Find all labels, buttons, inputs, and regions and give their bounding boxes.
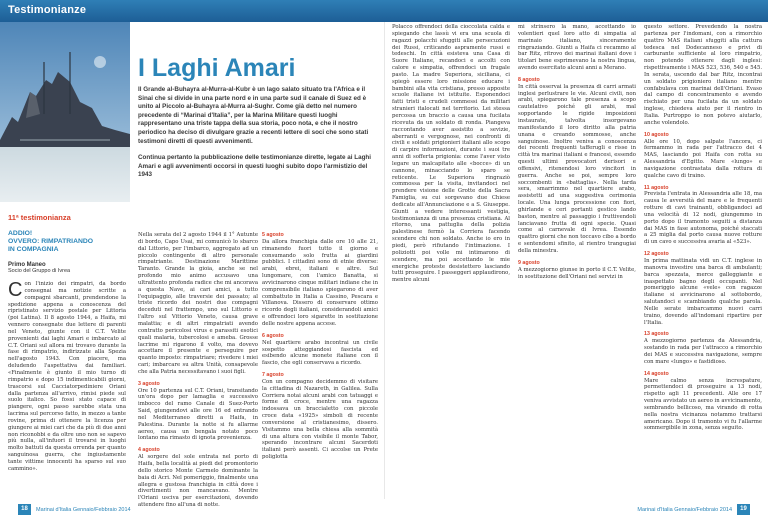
section-title-line-1: ADDIO! (8, 230, 33, 237)
page-footer (0, 499, 768, 521)
date-entry-text: Con un compagno decidemmo di visitare la cittadina di Nazareth, in Galilea. Sulla Corriera notai alcuni arabi con tatuaggi e forme di croce, mentre una ragazza indossava un braccialetto con piccole croce data «1925» simboli di recente conversione al cristianesimo, dissero. Visitammo una bella chiesa alla sommità di una altura con visibile il monte Tabor, sperando incontrare alcuni Sacerdoti italiani però assenti. Ci accolse un Prete poliglotta (262, 378, 378, 461)
section-header (0, 0, 768, 22)
date-entry-text: A mezzogiorno partenza da Alessandria, sostando in rada per l'attracco a rimorchio dei MAS e successiva navigazione, sempre con mare «lungo» e fastidioso. (644, 338, 762, 365)
date-heading: 11 agosto (644, 184, 669, 191)
date-entry-text: Ore 10 partenza sul C.T. Oriani, transitando un'ora dopo per lamaglia e successivo imbocco del ramo Canale di Suez-Porto Said, giungendovi alle ore 16 ed entrando nel Mediterraneo diretti a Haifa, in Palestina. Durante la notte si fu allarme aereo, causa un bengala notato poco lontano ma rimasto di ignota provenienza. (138, 387, 258, 442)
column-4-text: Polacco offrendoci della cioccolata calda e spiegando che lassù vi era una scuola di ragazzi polacchi sfuggiti alle persecuzioni dei Russi, criticando aspramente russi e tedeschi. In città esisteva una Casa di Suore Italiane, recandoci e accolti con calore e simpatia, offrendoci un frugale pasto. La madre Superiora, siciliana, ci spiegò essere loro missione educare i bambini alla vita cristiana, presso apposite scuole italiane ivi istituite. Esponendoci fatti tristi e crudeli commessi da militari stranieri italocati nel territorio. Lei stessa percossa un braccio a causa una fucilata ricevuta da un soldato di ronda. Piangeva raccontando aver assistito a sevizie, aberranti e vergognose, nei confronti di civili e soldati prigionieri italiani allo scopo di carpire informazioni, durante i suoi tre anni di sofferta prigionia: come l'aver visto legare un malcapitato alle «bocce» di un cannone, minacciando lo sparo se reticente. Le Superiora ringraziò commossa per la visita, invitandoci nel prendere visione delle Grotte della Sacra Famiglia, su cui sorgevano due Chiese dedicate all'Annunciazione e a S. Giuseppe. Giunti a vedere interessanti vestigia, testimonianza di una presenza cristiana. Al ritorno, una pattuglia della polizia palestinese fermò la Corriera facendo scendere chi non soldato. Anche io ero in piedi, però rifiutando l'intimazione. I poliziotti poi volle mi intimarono di scendere, ma poi accettando le mie energiche proteste desistettero lasciando tutti proseguire. I passeggeri applaudirono, mentre alcuni (392, 24, 510, 284)
date-entry-text: A mezzogiorno giunse in porto il C.T. Velite, in sostituzione dell'Oriani nel servizi in (518, 266, 636, 280)
article-lead (138, 86, 378, 188)
date-entry-text: Da allora franchigia dalle ore 10 alle 21, rimanendo fuori tutto il giorno e consumando solo frutta ai giardini pubblici. I cittadini sono di etnie diverse: arabi, ebrei, italiani e altre. Sul lungomare, con l'amico Banatta, si avvicinarono cinque militari indiane che in comprensibile italiano spiegarono di aver combattuto in Italia a Cassino, Pescara e Villanova. Dissero di conservare ottimo ricordo degli italiani, considerandoli amici e offrendoci loro sigarette in sostituzione delle nostre appena accese. (262, 238, 378, 327)
date-heading: 13 agosto (644, 331, 669, 338)
date-heading: 6 agosto (262, 332, 284, 339)
date-entry-text: In prima mattinata vidi un C.T. inglese in manovra investire una barca di ambulanti; barca spezzata, merce galleggiante e inaspettato bagno degli occupanti. Nel pomeriggio alcune «vele» con ragazze italiane si avvicinarono al sottobordo, salutandoci e scambiando qualche parola. Nelle serate imbarcammo nuovi carri traino, dovendo all'indomani ripartire per l'Italia. (644, 258, 762, 326)
date-heading: 12 agosto (644, 251, 669, 258)
column-1-text: on l'inizio dei rimpatri, da bordo consegnai ma notizie scritte a compagni sbarcanti, prendendone la spedizione appena a conoscenza del ripristinato servizio postale per Littoria (poi Latina). Il 8 agosto 1944, a Haifa, mi vennero consegnate due lettere di parenti nel Veneto, giunte con il C.T. Velite provenienti dai laghi Amari e imbarcato al C.T. Oriani sul allora mi trovavo durante la fase di rimpatrio, indirizzate alla Spezia nell'agosto 1943. Con piacere, ma deludendo l'aspettativa dai familiari. «Finalmente è giunto il mio turno di rimpatrio e dopo 15 indimenticabili giorni, trascorsi sul Cacciatorpediniere Oriani dalla partenza all'arrivo, rimisi piede sul suolo italico. So fossi stato capace di piangere, ogni passo sarebbe stata una lacrima sul percorso fatto, in mezzo a tante rovine, prima di ottenere la licenza per giungere ai miei cari che da più di due anni non riconobbi e da oltre uno non se sapevo più nulla, all'infuori il trovarsi in luoghi molto battuti da questa orrenda per quanto sanguinosa guerra, che ingiustamente tante vittime innocenti ha sparso sul suo cammino». (8, 281, 126, 472)
date-entry-text: Mare calmo senza increspature, permettendoci di proseguire a 13 nodi, rispetto agli 11 precedenti. Alle ore 17 veniva avvistato un aereo in avvicinamento, sembrando bellicoso, ma virando di rotta nella nostra vicinanza notammo trattarsi americano. Dopo il tramonto vi fu l'allarme sommergibile in zona, senza seguito. (644, 377, 762, 432)
lead-paragraph-1: Il Grande al-Buhayra al-Murra-al-Kubr è un lago salato situato tra l'Africa e il Sinai che si divide in una parte nord e in una parte sud il canale di Suez ed è unito al Piccolo al-Buhayra al-Murra al-Sughr. Come già detto nel numero precedente di “Marinai d'Italia”, per la Marina Militare questi luoghi rappresentano una triste tappa della sua storia, poco nota, e che il nostro periodico ha deciso di divulgare grazie a recenti lettere di soci che sono stati testimoni diretti di questi avvenimenti. (138, 86, 369, 145)
date-heading: 3 agosto (138, 380, 160, 387)
date-heading: 9 agosto (518, 259, 540, 266)
date-heading: 10 agosto (644, 131, 669, 138)
article-title: I Laghi Amari (138, 54, 296, 82)
lead-paragraph-2: Continua pertanto la pubblicazione delle testimonianze dirette, legate ai Laghi Amari e agli avvenimenti occorsi in questi luoghi subito dopo l'armistizio del 1943 (138, 154, 372, 179)
page-gutter (384, 22, 385, 499)
date-heading: 7 agosto (262, 372, 284, 379)
testimony-number: 11ª testimonianza (8, 213, 71, 222)
date-entry-text: Nel quartiere arabo incontrai un civile sospetto atteggiandosi fascista ed esibendo alcune monete italiane con il fascio, che egli conservava a ricordo. (262, 339, 378, 367)
column-6-text: questo settore. Prevedendo la nostra partenza per l'indomani, con a rimorchio quattro MAS italiani sfuggiti alla cattura tedesca nel Dodecanneso e privi di carburante sufficiente al loro rimpatrio, non potendo ottenere dagli inglesi: rispettivamente i MAS 523, 536, 540 e 545. In serata, uscendo dal bar Ritz, incontrai un soldato prigioniero italiano mentre confabulava con marinai dell'Oriani. Evaso dal campo di concentramento e avendo rischiato per una fucilata da un soldato inglese, chiedeva aiuto per il rientro in Italia. Purtroppo io non potevo aiutarlo, anche volendolo. (644, 24, 762, 126)
date-heading: 4 agosto (138, 447, 160, 454)
author-role: Socio del Gruppo di Ivrea (8, 268, 71, 274)
column-5 (518, 24, 636, 501)
drop-cap: C (8, 279, 23, 301)
date-entry-text: In città osservai la presenza di carri armati inglesi perlustrare le vie. Alcuni civili, non arabi, spiegarono tale presenza a scopo cautelativo poiché gli arabi, mal sopportando le rigide imposizioni instaurate, talvolta insorgevano manifestando il loro diritto alla patria unana e creando sommosse, anche sanguinose. Inoltre veniva a conoscenza dei recenti frequenti tafferugli e risse in città tra marinai italiani e francesi, essendo questi ultimi provocatori derisori e offensivi, ritenendosi loro vincitori in guerra. Anche se poi, sempre loro soccombenti in «battaglia». Nella tarda sera, smarrimmo nel quartiere arabo, assistetti ad una suggestiva cerimonia locale. Una lunga processione con fiori, ghirlande e ceri portanti gestico lando baston, mentre al passaggio i fruttivendoli lanciavano frutta di ogni specie. Quasi come al carnevale di Ivrea. Essendo quattro giorni che non toccavo cibo a bordo e sentendomi sfinito, al rientro trangugiai della minestra. (518, 83, 636, 254)
date-heading: 8 agosto (518, 76, 540, 83)
section-title-line-2: OVVERO: RIMPATRIANDO (8, 238, 94, 245)
date-heading: 5 agosto (262, 232, 284, 238)
column-1 (8, 281, 126, 501)
magazine-credit-left: Marinai d'Italia Gennaio/Febbraio 2014 (36, 507, 131, 513)
sidebar (8, 213, 108, 274)
date-heading: 14 agosto (644, 370, 669, 377)
section-title-line-3: IN COMPAGNIA (8, 246, 59, 253)
column-3 (262, 232, 378, 501)
magazine-credit-right: Marinai d'Italia Gennaio/Febbraio 2014 (637, 507, 732, 513)
ship-photo-image (0, 22, 130, 202)
column-6 (644, 24, 762, 501)
date-entry-text: Prevista l'entrata in Alessandria alle 18, ma causa le avversità del mare e le frequenti rotture di cavi trainanti, obbligandoci ad una velocità di 12 nodi, giungemmo in porto dopo il tramonto seguiti a distanza dai MAS in fase autonoma, poiché staccati a 25 miglia dal porto causa nuove rotture di un cavo e successiva avaria al «523». (644, 191, 762, 246)
section-label: Testimonianze (8, 4, 87, 16)
column-5-text: mi strinsero la mano, accettando io volentieri quel loro atto di simpatia al marinaio italiano, sinceramente ringraziando. Giunti a Haifa ci recammo al bar Ritz, ritrovo dei marinai italiani dove i titolari bene esprimevano la nostra lingua, avendo esercitato alcuni anni a Merano. (518, 24, 636, 72)
column-2 (138, 232, 258, 509)
section-title (8, 230, 108, 254)
author-name: Primo Maneo (8, 262, 46, 268)
page-number-left: 18 (18, 504, 31, 515)
page-number-right: 19 (737, 504, 750, 515)
column-2-intro: Nella serata del 2 agosto 1944 il 1° Autunte di bordo, Capo Usai, mi comunicò lo sbarco dal Littorio, per l'imbarco, aggregato ad un piccolo contingente di altro personale rimpatriante. Destinazione Marittime Taranto. Grande la gioia, anche se nel profondo mio animo accusavo una ultrattento profonda radice che mi ancorava a questa Nave, ai cari amici, a tutto l'equipaggio, alle traversie dei passato; al triste ricordo dei nostri due compagni deceduti nel frattempo, uno sul Littorio e l'altro sul Vittorio Veneto, causa grave malattia; e di altri rimpatriati avendo contratto pericolosi virus e parassiti esotici quali malaria, tubercolosi e ameba. Grosse lacrime mi rigarono il volto, ma dovevo accettare il presente e perseguire per quanto imposto: rimpatriare; rivedere i miei cari; imbarcare su altra Unità, consapevole che alla Patria necessitavano i suoi figli. (138, 232, 258, 375)
ship-photo (0, 22, 130, 202)
date-entry-text: Alle ore 10, dopo salpate l'ancora, ci fermammo in rada per l'attracco dei 4 MAS, lasciando poi Haifa con rotta su Alessandria d'Egitto. Mare «lungo» e navigazione contrastata dalla rottura di qualche cavo di traino. (644, 138, 762, 179)
column-4 (392, 24, 510, 501)
date-entry-text: Al sorgere del sole entrata nel porto di Haifa, bella località ai piedi del promontorio dello storico Monte Carmelo dominante la baia di Acri. Nel pomeriggio, finalmente una allegra e gustosa franchigia in città dove i divertimenti non mancavano. Mentre l'Oriani usciva per esercitazioni, dovendo attendere fino all'una di notte. (138, 454, 258, 509)
